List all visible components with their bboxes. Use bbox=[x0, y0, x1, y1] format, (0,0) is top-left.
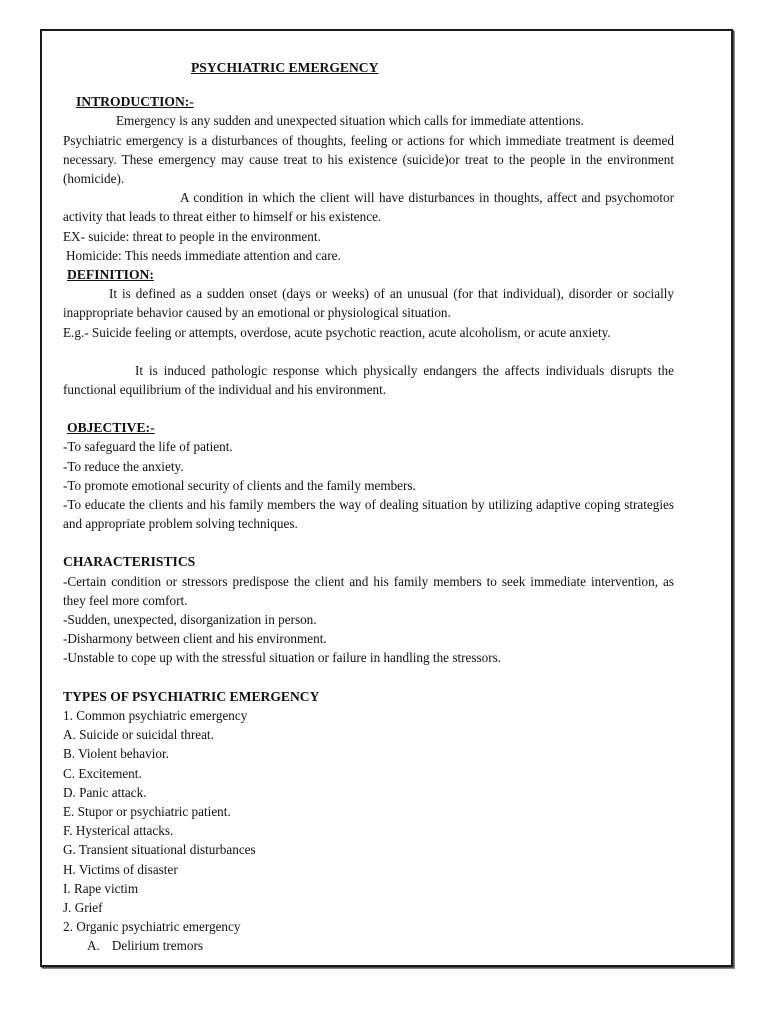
types-sub-item-marker: A. bbox=[87, 938, 100, 954]
introduction-example: EX- suicide: threat to people in the environment. bbox=[63, 228, 321, 244]
types-item: G. Transient situational disturbances bbox=[63, 842, 256, 858]
definition-example: E.g.- Suicide feeling or attempts, overdose, acute psychotic reaction, acute alcoholism, or acute anxiety. bbox=[63, 324, 611, 340]
objective-item: -To reduce the anxiety. bbox=[63, 458, 184, 474]
types-item: B. Violent behavior. bbox=[63, 746, 169, 762]
characteristics-item: -Sudden, unexpected, disorganization in person. bbox=[63, 612, 317, 628]
introduction-heading: INTRODUCTION:- bbox=[76, 94, 194, 110]
types-item: E. Stupor or psychiatric patient. bbox=[63, 803, 231, 819]
objective-heading: OBJECTIVE:- bbox=[67, 420, 155, 436]
characteristics-item: -Certain condition or stressors predispose the client and his family members to seek immediate intervention, as they feel more comfort. bbox=[63, 573, 674, 608]
types-item: A. Suicide or suicidal threat. bbox=[63, 727, 214, 743]
objective-item: -To educate the clients and his family members the way of dealing situation by utilizing adaptive coping strategies and appropriate problem solving techniques. bbox=[63, 497, 674, 532]
definition-paragraph: It is defined as a sudden onset (days or weeks) of an unusual (for that individual), disorder or socially inappropriate behavior caused by an emotional or physiological situation. bbox=[63, 286, 674, 321]
types-item: C. Excitement. bbox=[63, 765, 142, 781]
characteristics-item: -Unstable to cope up with the stressful situation or failure in handling the stressors. bbox=[63, 650, 502, 666]
types-item: H. Victims of disaster bbox=[63, 861, 178, 877]
types-sub-item bbox=[63, 936, 674, 955]
definition-heading: DEFINITION: bbox=[67, 267, 154, 283]
types-item: D. Panic attack. bbox=[63, 784, 147, 800]
types-item: 1. Common psychiatric emergency bbox=[63, 707, 248, 723]
objective-item: -To safeguard the life of patient. bbox=[63, 439, 233, 455]
definition-paragraph-2: It is induced pathologic response which physically endangers the affects individuals disrupts the functional equilibrium of the individual and his environment. bbox=[63, 362, 674, 398]
types-item: 2. Organic psychiatric emergency bbox=[63, 919, 241, 935]
characteristics-heading: CHARACTERISTICS bbox=[63, 554, 196, 570]
types-item: J. Grief bbox=[63, 899, 103, 915]
types-sub-item-text: Delirium tremors bbox=[111, 938, 204, 954]
introduction-paragraph-lead: Emergency is any sudden and unexpected situation which calls for immediate attentions. bbox=[116, 113, 584, 129]
introduction-paragraph: Psychiatric emergency is a disturbances of thoughts, feeling or actions for which immediate treatment is deemed necessary. These emergency may cause treat to his existence (suicide)or treat to the people in the environment (homicide). bbox=[63, 132, 674, 187]
characteristics-item: -Disharmony between client and his environment. bbox=[63, 631, 327, 647]
document-body bbox=[63, 58, 674, 956]
objective-item: -To promote emotional security of clients and the family members. bbox=[63, 477, 416, 493]
document-title: PSYCHIATRIC EMERGENCY bbox=[191, 60, 379, 75]
types-heading: TYPES OF PSYCHIATRIC EMERGENCY bbox=[63, 688, 320, 704]
types-item: F. Hysterical attacks. bbox=[63, 823, 174, 839]
introduction-condition-paragraph: A condition in which the client will have disturbances in thoughts, affect and psychomotor activity that leads to threat either to himself or his existence. bbox=[63, 190, 674, 225]
introduction-homicide: Homicide: This needs immediate attention and care. bbox=[66, 247, 341, 263]
types-item: I. Rape victim bbox=[63, 880, 139, 896]
